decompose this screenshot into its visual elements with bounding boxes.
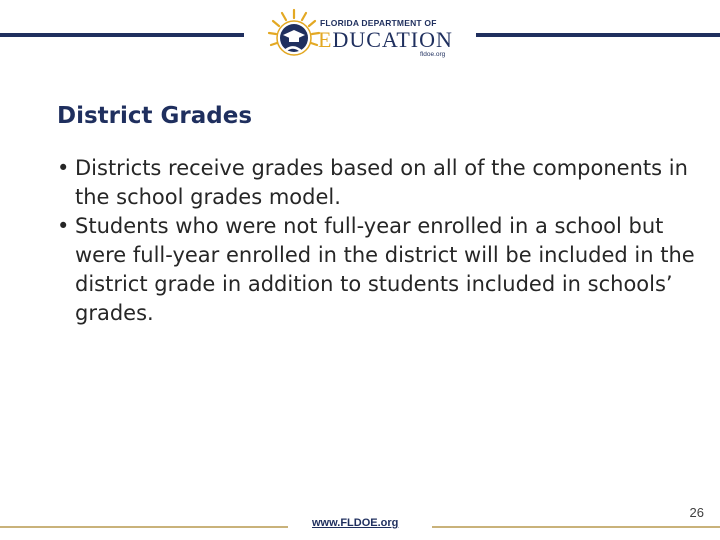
sun-hat-icon bbox=[266, 6, 322, 64]
bullet-marker: • bbox=[57, 156, 70, 180]
slide-title: District Grades bbox=[57, 103, 253, 129]
bullet-item bbox=[57, 212, 697, 328]
header-rule-right bbox=[476, 33, 720, 37]
bullet-list bbox=[57, 154, 697, 328]
logo-letter-e: E bbox=[318, 27, 333, 52]
logo-line2-rest: DUCATION bbox=[332, 27, 453, 52]
bullet-text: Districts receive grades based on all of the components in the school grades model. bbox=[75, 156, 688, 209]
logo-line1: FLORIDA DEPARTMENT OF bbox=[320, 18, 437, 28]
footer-rule-right bbox=[432, 526, 720, 528]
bullet-marker: • bbox=[57, 214, 70, 238]
header-rule-left bbox=[0, 33, 244, 37]
page-number: 26 bbox=[689, 505, 704, 520]
fldoe-website-link[interactable]: www.FLDOE.org bbox=[312, 517, 399, 529]
bullet-text: Students who were not full-year enrolled in a school but were full-year enrolled in the district will be included in the district grade in addition to students included in schools’ grades. bbox=[75, 214, 695, 325]
logo-line3: fldoe.org bbox=[420, 51, 446, 58]
bullet-item bbox=[57, 154, 697, 212]
logo-line2 bbox=[318, 27, 453, 53]
fldoe-logo bbox=[262, 2, 462, 68]
footer-rule-left bbox=[0, 526, 288, 528]
